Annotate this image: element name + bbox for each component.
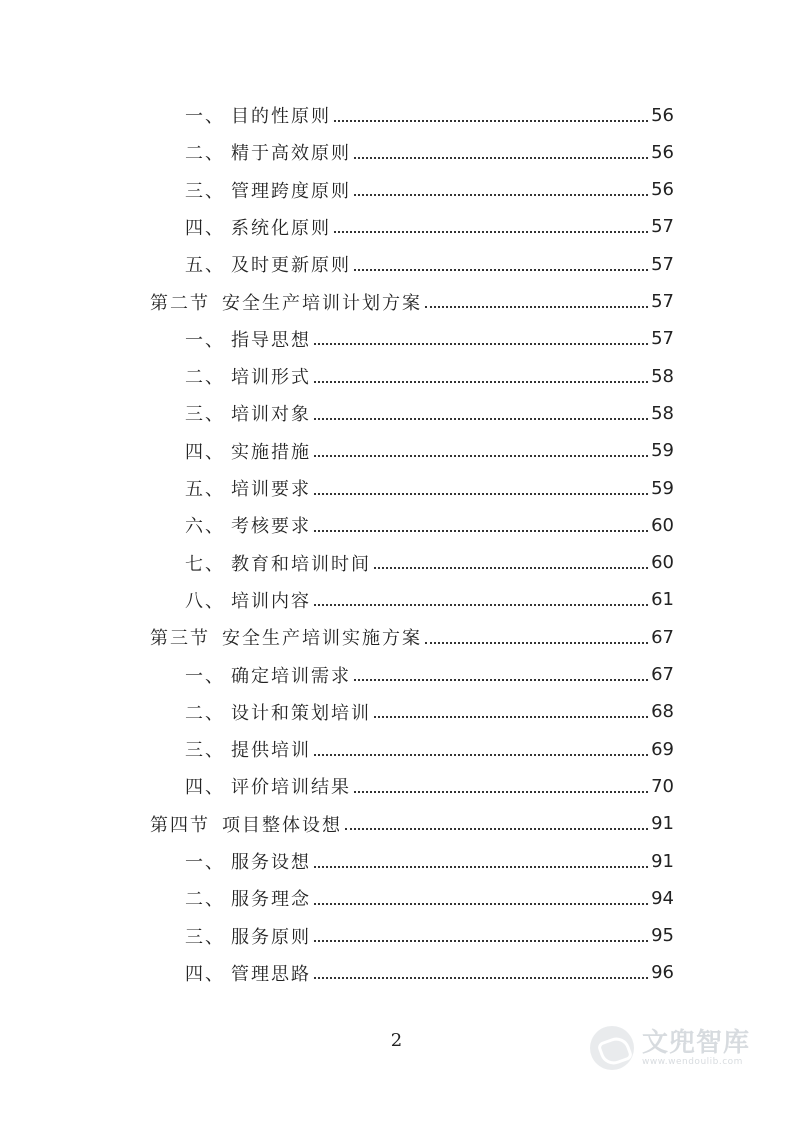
- toc-entry-title: 项目整体设想: [222, 814, 342, 836]
- toc-entry-page: 70: [651, 775, 674, 797]
- toc-entry[interactable]: [185, 249, 674, 279]
- toc-entry-title: 设计和策划培训: [231, 702, 371, 724]
- toc-leader-dots: [314, 603, 648, 606]
- toc-entry-number: 三、: [185, 740, 225, 762]
- toc-entry-page: 61: [651, 589, 674, 611]
- toc-entry-page: 60: [651, 552, 674, 574]
- toc-leader-dots: [354, 268, 648, 271]
- toc-entry[interactable]: [185, 771, 674, 801]
- toc-entry-number: 二、: [185, 143, 225, 165]
- toc-entry-title: 提供培训: [231, 740, 311, 762]
- toc-entry-page: 67: [651, 664, 674, 685]
- watermark-name: 文兜智库: [642, 1028, 751, 1058]
- toc-entry-number: 二、: [185, 702, 225, 724]
- toc-leader-dots: [314, 417, 648, 420]
- toc-entry-title: 管理思路: [231, 963, 311, 985]
- toc-entry-title: 培训内容: [231, 590, 311, 612]
- toc-entry-number: 四、: [185, 963, 225, 985]
- toc-leader-dots: [314, 529, 648, 532]
- toc-leader-dots: [314, 492, 648, 495]
- toc-entry-page: 57: [651, 216, 674, 238]
- toc-entry[interactable]: [185, 921, 674, 951]
- toc-entry-label: [185, 848, 311, 874]
- toc-section-entry[interactable]: [150, 622, 674, 652]
- toc-leader-dots: [425, 305, 648, 308]
- toc-entry-title: 实施措施: [231, 441, 311, 463]
- toc-entry-title: 考核要求: [231, 516, 311, 538]
- toc-entry[interactable]: [185, 883, 674, 913]
- toc-entry-number: 第二节: [150, 292, 210, 314]
- toc-entry-number: 二、: [185, 367, 225, 389]
- toc-entry-label: [185, 550, 371, 576]
- toc-leader-dots: [314, 342, 648, 345]
- toc-entry[interactable]: [185, 100, 674, 130]
- toc-entry-label: [185, 512, 311, 538]
- toc-entry-title: 培训对象: [231, 404, 311, 426]
- toc-entry-page: 57: [651, 253, 674, 275]
- toc-entry[interactable]: [185, 324, 674, 354]
- toc-entry-label: [185, 587, 311, 613]
- toc-leader-dots: [354, 156, 648, 159]
- toc-entry[interactable]: [185, 398, 674, 428]
- toc-entry-number: 四、: [185, 777, 225, 799]
- toc-entry-page: 94: [651, 887, 674, 909]
- toc-entry-page: 91: [651, 850, 674, 872]
- toc-entry-page: 58: [651, 402, 674, 424]
- toc-entry-page: 69: [651, 738, 674, 760]
- toc-entry-page: 59: [651, 440, 674, 462]
- toc-entry-page: 91: [651, 813, 674, 835]
- toc-entry-title: 管理跨度原则: [231, 180, 351, 202]
- toc-entry-title: 指导思想: [231, 329, 311, 351]
- toc-entry-number: 三、: [185, 180, 225, 202]
- toc-entry-title: 培训形式: [231, 367, 311, 389]
- toc-entry-label: [185, 363, 311, 389]
- toc-entry-number: 第四节: [150, 814, 210, 836]
- toc-entry-number: 七、: [185, 553, 225, 575]
- toc-entry-label: [185, 251, 351, 277]
- toc-entry-label: [185, 736, 311, 762]
- toc-leader-dots: [314, 454, 648, 457]
- toc-leader-dots: [334, 230, 648, 233]
- toc-entry[interactable]: [185, 361, 674, 391]
- toc-leader-dots: [314, 865, 648, 868]
- toc-entry-label: [185, 923, 311, 949]
- toc-entry-number: 二、: [185, 889, 225, 911]
- toc-entry-title: 精于高效原则: [231, 143, 351, 165]
- toc-entry[interactable]: [185, 846, 674, 876]
- toc-entry-title: 服务原则: [231, 926, 311, 948]
- toc-entry-title: 安全生产培训实施方案: [222, 628, 422, 650]
- toc-entry[interactable]: [185, 697, 674, 727]
- toc-entry[interactable]: [185, 473, 674, 503]
- toc-entry-page: 57: [651, 328, 674, 350]
- toc-entry-page: 96: [651, 962, 674, 984]
- toc-entry-page: 56: [651, 141, 674, 163]
- toc-entry-label: [185, 326, 311, 352]
- toc-leader-dots: [314, 902, 648, 905]
- toc-entry[interactable]: [185, 436, 674, 466]
- toc-leader-dots: [374, 715, 648, 718]
- toc-entry-number: 一、: [185, 852, 225, 873]
- toc-entry-title: 及时更新原则: [231, 255, 351, 277]
- toc-entry-page: 56: [651, 104, 674, 126]
- toc-entry-number: 四、: [185, 217, 225, 239]
- toc-entry[interactable]: [185, 212, 674, 242]
- toc-leader-dots: [314, 380, 648, 383]
- toc-entry-page: 57: [651, 291, 674, 312]
- toc-entry-label: [185, 400, 311, 426]
- toc-entry-number: 五、: [185, 255, 225, 277]
- toc-entry-label: [185, 475, 311, 501]
- toc-entry-label: [185, 699, 371, 725]
- toc-entry[interactable]: [185, 585, 674, 615]
- watermark-url: www.wendoulib.com: [642, 1057, 743, 1067]
- toc-leader-dots: [345, 827, 648, 830]
- toc-leader-dots: [354, 790, 648, 793]
- toc-entry-page: 59: [651, 477, 674, 499]
- toc-leader-dots: [314, 939, 648, 942]
- toc-leader-dots: [334, 119, 648, 122]
- toc-leader-dots: [425, 641, 648, 644]
- toc-leader-dots: [374, 566, 648, 569]
- toc-entry-number: 第三节: [150, 628, 210, 650]
- toc-entry-title: 评价培训结果: [231, 777, 351, 799]
- toc-entry-page: 68: [651, 701, 674, 723]
- toc-entry[interactable]: [185, 958, 674, 988]
- toc-entry-title: 安全生产培训计划方案: [222, 292, 422, 314]
- toc-leader-dots: [354, 678, 648, 681]
- toc-section-entry[interactable]: [150, 287, 674, 317]
- toc-entry-page: 95: [651, 925, 674, 947]
- page-number: 2: [390, 1030, 403, 1051]
- toc-leader-dots: [354, 193, 648, 196]
- toc-leader-dots: [314, 976, 648, 979]
- toc-entry-label: [185, 177, 351, 203]
- toc-entry-label: [185, 885, 311, 911]
- toc-entry[interactable]: [185, 510, 674, 540]
- toc-entry-label: [185, 214, 331, 240]
- toc-entry-title: 服务理念: [231, 889, 311, 911]
- toc-entry[interactable]: [185, 175, 674, 205]
- toc-entry-label: [185, 960, 311, 986]
- toc-entry-label: [150, 624, 422, 650]
- toc-entry-page: 60: [651, 514, 674, 536]
- toc-entry-label: [185, 102, 331, 128]
- wendou-logo-icon: [590, 1026, 634, 1070]
- watermark: [590, 1020, 780, 1076]
- toc-entry[interactable]: [185, 660, 674, 690]
- toc-entry-page: 67: [651, 626, 674, 648]
- toc-entry-number: 一、: [185, 106, 225, 127]
- toc-entry-title: 培训要求: [231, 479, 311, 500]
- toc-entry-label: [150, 811, 342, 837]
- toc-entry-title: 确定培训需求: [231, 665, 351, 687]
- toc-entry-title: 目的性原则: [231, 106, 331, 127]
- toc-entry-number: 四、: [185, 441, 225, 463]
- toc-entry-number: 三、: [185, 926, 225, 948]
- toc-entry-title: 系统化原则: [231, 217, 331, 239]
- toc-entry[interactable]: [185, 548, 674, 578]
- toc-entry[interactable]: [185, 734, 674, 764]
- toc-entry-label: [150, 289, 422, 315]
- toc-entry-label: [185, 139, 351, 165]
- toc-entry-title: 教育和培训时间: [231, 553, 371, 575]
- toc-leader-dots: [314, 753, 648, 756]
- toc-entry-label: [185, 773, 351, 799]
- toc-entry-number: 一、: [185, 329, 225, 351]
- toc-entry-number: 六、: [185, 516, 225, 538]
- toc-entry-number: 八、: [185, 590, 225, 612]
- toc-section-entry[interactable]: [150, 809, 674, 839]
- toc-entry-number: 五、: [185, 479, 225, 500]
- toc-entry-page: 56: [651, 179, 674, 201]
- toc-entry-number: 一、: [185, 665, 225, 687]
- toc-entry-label: [185, 438, 311, 464]
- toc-entry[interactable]: [185, 137, 674, 167]
- toc-entry-label: [185, 662, 351, 688]
- toc-entry-title: 服务设想: [231, 852, 311, 873]
- toc-entry-number: 三、: [185, 404, 225, 426]
- toc-entry-page: 58: [651, 365, 674, 387]
